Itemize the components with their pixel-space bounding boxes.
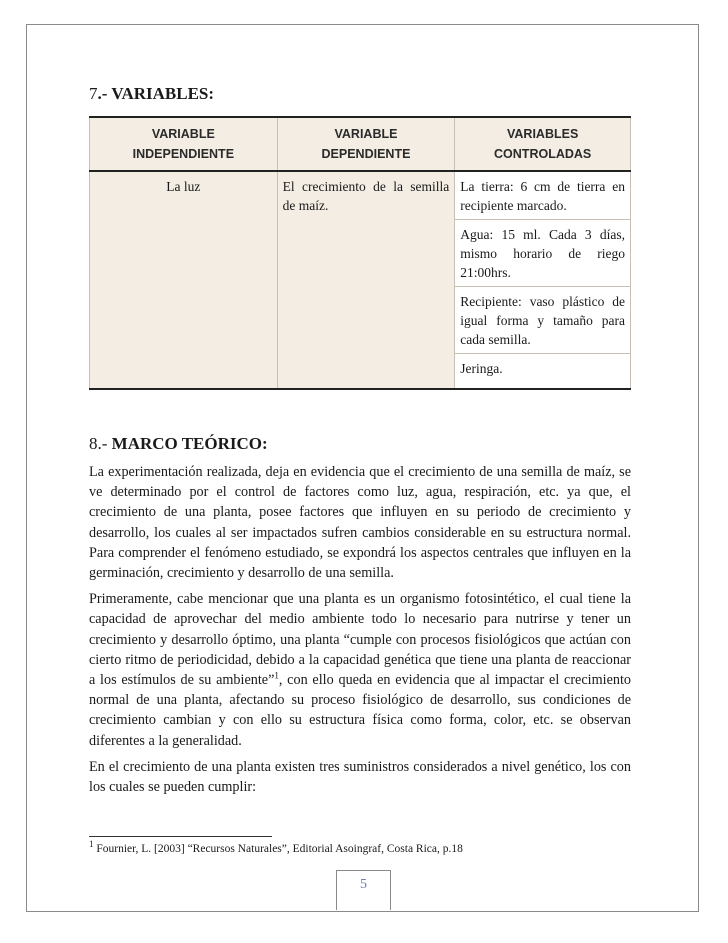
cell-independiente: La luz (90, 171, 278, 389)
cell-controlada-tierra: La tierra: 6 cm de tierra en recipiente marcado. (455, 171, 631, 220)
cell-controlada-jeringa: Jeringa. (455, 354, 631, 390)
cell-controlada-agua: Agua: 15 ml. Cada 3 días, mismo horario de riego 21:00hrs. (455, 220, 631, 287)
heading-text: MARCO TEÓRICO: (111, 434, 268, 453)
footnote (89, 839, 463, 855)
cell-controlada-recipiente: Recipiente: vaso plástico de igual forma y tamaño para cada semilla. (455, 287, 631, 354)
variables-table (89, 116, 631, 390)
header-controladas: VARIABLES CONTROLADAS (455, 117, 631, 171)
heading-marco-teorico (89, 434, 268, 454)
heading-number: 8.- (89, 434, 108, 453)
paragraph-1: La experimentación realizada, deja en evidencia que el crecimiento de una semilla de maíz, se ve determinado por el control de factores como luz, agua, respiración, etc. ya que, el crecimiento de una planta, posee factores que influyen en su periodo de crecimiento y desarrollo, los cuales al ser impactados sufren cambios considerable en su estructura normal. Para comprender el fenómeno estudiado, se expondrá los aspectos centrales que influyen en la germinación, crecimiento y desarrollo de una semilla. (89, 464, 631, 582)
heading-text: .- VARIABLES: (97, 84, 215, 103)
heading-number: 7 (89, 84, 98, 103)
table-header-row (90, 117, 631, 171)
heading-variables (89, 84, 214, 104)
page-number: 5 (336, 870, 391, 910)
footnote-text: Fournier, L. [2003] “Recursos Naturales”, Editorial Asoingraf, Costa Rica, p.18 (93, 843, 463, 855)
footnote-ref[interactable]: 1 (274, 670, 279, 681)
table-row (90, 171, 631, 220)
header-dependiente: VARIABLE DEPENDIENTE (277, 117, 455, 171)
paragraph-2: Primeramente, cabe mencionar que una planta es un organismo fotosintético, el cual tiene la capacidad de aprovechar del medio ambiente todo lo necesario para nutrirse y tener un crecimiento y desarrollo óptimo, una planta “cumple con procesos fisiológicos que actúan con cierto ritmo de periodicidad, debido a la capacidad genética que tiene una planta de reaccionar a los estímulos de su ambiente”$^1$, con ello queda en evidencia que al impactar el crecimiento normal de una planta, afectando su proceso fisiológico de desarrollo, sus condiciones de crecimiento cambian y con ello su estructura física como forma, color, etc. se observan diferentes a la generalidad. (89, 591, 631, 749)
footnote-divider (89, 836, 272, 837)
marco-body (89, 462, 631, 803)
paragraph-3: En el crecimiento de una planta existen tres suministros considerados a nivel genético, los con los cuales se pueden cumplir: (89, 758, 631, 796)
cell-dependiente: El crecimiento de la semilla de maíz. (277, 171, 455, 389)
footnote-number: 1 (89, 839, 94, 850)
header-independiente: VARIABLE INDEPENDIENTE (90, 117, 278, 171)
